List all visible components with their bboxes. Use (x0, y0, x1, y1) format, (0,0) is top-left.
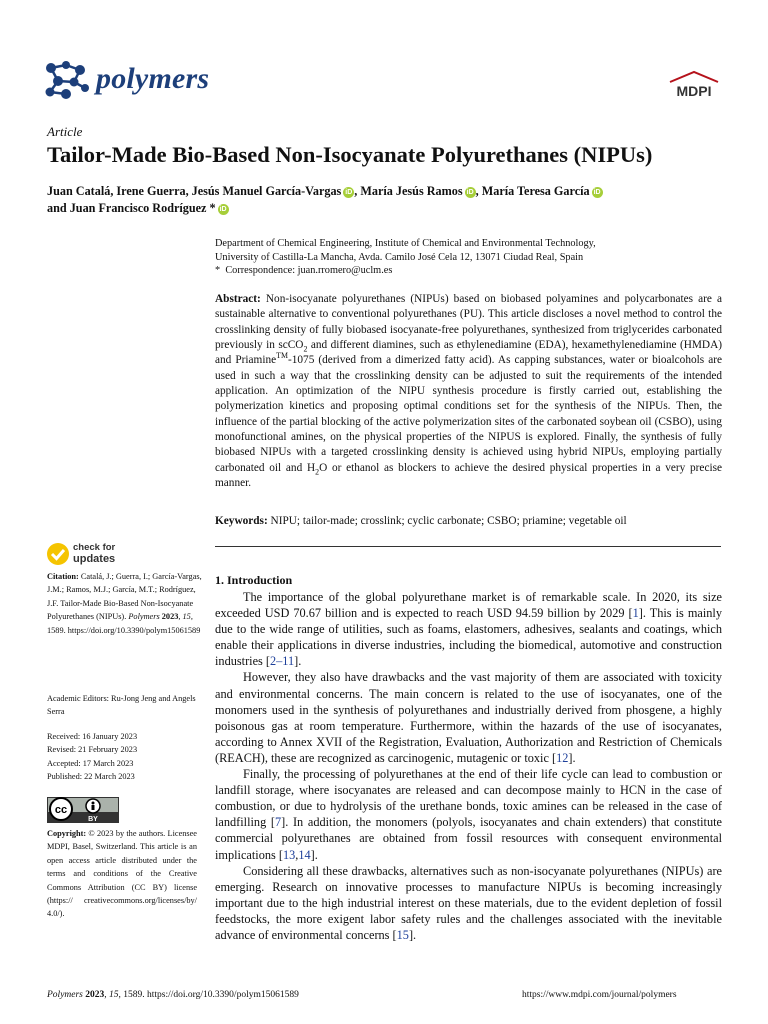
authors-line2: and Juan Francisco Rodríguez * (47, 201, 216, 215)
citation-year: 2023 (159, 612, 179, 622)
citation-text: Catalá, J.; Guerra, I.; García-Vargas, J.M.; Ramos, M.J.; García, M.T.; Rodríguez, J.F. Tailor-Made Bio-Based Non-Isocyanate Polyurethanes (NIPUs). (47, 572, 202, 622)
text: ]. In addition, the monomers (polyols, isocyanates and chain extenders) that constitute commercial polyurethanes are obtained from fossil resources with consequent environmental implications [ (215, 815, 722, 862)
abstract (215, 292, 722, 491)
correspondence[interactable]: Correspondence: juan.rromero@uclm.es (225, 265, 393, 276)
footer-year: 2023 (82, 990, 105, 1000)
abstract-label: Abstract: (215, 293, 261, 305)
orcid-icon[interactable]: iD (345, 189, 353, 196)
citation-journal: Polymers (128, 612, 160, 622)
copyright-label: Copyright: (47, 829, 87, 838)
affiliation-univ: University of Castilla-La Mancha, Avda. Camilo José Cela 12, 13071 Ciudad Real, Spain (215, 251, 584, 263)
journal-name: polymers (96, 62, 210, 95)
reference-link[interactable]: 13 (282, 847, 296, 862)
svg-text:BY: BY (88, 816, 98, 823)
affiliation (215, 237, 735, 278)
copyright (47, 827, 197, 921)
reference-link[interactable]: 14 (298, 847, 311, 862)
correspondence-mark: * (215, 265, 221, 276)
text: The importance of the global polyurethane market is of remarkable scale. In 2020, its size exceeded USD 70.67 billion and is expected to reach USD 94.59 billion by 2029 [ (215, 590, 722, 621)
citation-label: Citation: (47, 572, 79, 581)
affiliation-dept: Department of Chemical Engineering, Institute of Chemical and Environmental Technology, (215, 238, 596, 249)
polymers-logo-icon (44, 60, 90, 100)
mdpi-logo (666, 70, 722, 100)
reference-link[interactable]: 12 (556, 750, 569, 765)
author-list (47, 183, 737, 217)
orcid-icon[interactable]: iD (593, 189, 601, 196)
text: ]. (310, 847, 318, 862)
text: ]. (294, 654, 302, 669)
paper-title: Tailor-Made Bio-Based Non-Isocyanate Polyurethanes (NIPUs) (47, 142, 653, 167)
academic-editors: Academic Editors: Ru-Jong Jeng and Angels Serra (47, 694, 196, 717)
text: However, they also have drawbacks and the vast majority of them are associated with toxicity and environmental concerns. The main concern is related to the use of isocyanates, one of the monomers used in the synthesis of polyurethanes and industrially derived from phosgene, a highly poisonous gas at room temperature. Furthermore, within the hazards of the use of isocyanates, according to Annex XVII of the Registration, Evaluation, Authorization and Restriction of Chemicals (REACH), these are recognized as carcinogenic, mutagenic or toxic [ (215, 670, 722, 765)
date-received: Received: 16 January 2023 (47, 732, 138, 741)
paragraph (215, 669, 722, 766)
reference-link[interactable]: 2–11 (270, 654, 295, 669)
text: ]. This is mainly due to the wide range of utilities, such as foams, elastomers, adhesives, sealants and coatings, which enable their applications in diverse industries, including the biomedical, automotive and construction industries [ (215, 606, 722, 669)
svg-text:MDPI: MDPI (676, 83, 712, 99)
author-ramos: , María Jesús Ramos (354, 184, 463, 198)
orcid-icon[interactable]: iD (466, 189, 474, 196)
footer-journal: Polymers (47, 990, 83, 1000)
date-published: Published: 22 March 2023 (47, 772, 135, 782)
authors-line1: Juan Catalá, Irene Guerra, Jesús Manuel García-Vargas (47, 184, 342, 198)
citation (47, 570, 207, 637)
citation-sep: , (178, 612, 183, 622)
footer-citation (47, 990, 299, 1000)
keywords-text: NIPU; tailor-made; crosslink; cyclic carbonate; CSBO; priamine; vegetable oil (267, 515, 627, 527)
citation-doi[interactable]: , 1589. https://doi.org/10.3390/polym15061589 (47, 612, 201, 635)
check-updates-line2: updates (73, 552, 116, 565)
text: , (295, 847, 299, 862)
body-text (215, 589, 722, 943)
orcid-icon[interactable]: iD (219, 206, 227, 213)
dates (47, 730, 207, 784)
footer-sep: , (104, 990, 110, 1000)
author-garcia: , María Teresa García (475, 184, 590, 198)
abstract-text: O or ethanol as blockers to achieve the desired physical properties in a very precise manner. (215, 461, 723, 490)
reference-link[interactable]: 15 (396, 927, 409, 942)
abstract-text: and different diamines, such as ethylenediamine (EDA), hexamethylenediamine (HMDA) and Priamine (215, 339, 723, 367)
text: ]. (568, 750, 576, 765)
footer-journal-url[interactable]: https://www.mdpi.com/journal/polymers (522, 990, 677, 1000)
subscript: 2 (315, 467, 320, 477)
copyright-text: © 2023 by the authors. Licensee MDPI, Basel, Switzerland. This article is an open access article distributed under the terms and conditions of the Creative Commons Attribution (CC BY) license (https:// creativecommons.org/licenses/by/ 4.0/). (47, 829, 197, 919)
keywords (215, 514, 722, 529)
reference-link[interactable]: 7 (274, 815, 282, 830)
paragraph (215, 766, 722, 863)
svg-text:cc: cc (54, 804, 68, 816)
cc-by-license-icon[interactable] (47, 797, 119, 823)
footer-volume: 15 (109, 990, 119, 1000)
keywords-label: Keywords: (215, 515, 268, 527)
paragraph (215, 863, 722, 943)
text: Finally, the processing of polyurethanes at the end of their life cycle can lead to combustion or landfill storage, where isocyanates are released and can decompose mainly to HCN in the case of combustion, or due to hydrolysis of the urethane bonds, toxic amines can be released in the case of landfilling [ (215, 767, 722, 830)
superscript: TM (276, 351, 288, 361)
subscript: 2 (303, 344, 308, 354)
text: Considering all these drawbacks, alternatives such as non-isocyanate polyurethanes (NIPUs) are emerging. Research on innovative processes to manufacture NIPUs is becoming increasingly important due to the high industrial interest on these materials, due to the evident depletion of fossil feedstocks, the more exigent labor safety rules and the challenges associated with the inevitable advance of environmental concerns [ (215, 863, 722, 942)
reference-link[interactable]: 1 (632, 606, 639, 621)
section-heading: 1. Introduction (215, 573, 293, 587)
abstract-text: Non-isocyanate polyurethanes (NIPUs) based on biobased polyamines and polycarbonates are a sustainable alternative to conventional polyurethanes (PU). This article discloses a novel method to control the crosslinking density of fully biobased isocyanate-free polyurethanes, synthesized from triglycerides carbonated previously in scCO (215, 293, 722, 352)
check-for-updates[interactable] (46, 542, 166, 568)
article-type: Article (47, 124, 83, 139)
citation-volume: 15 (182, 612, 191, 622)
text: ]. (408, 927, 417, 942)
paragraph (215, 589, 722, 669)
divider (215, 546, 721, 547)
date-accepted: Accepted: 17 March 2023 (47, 758, 134, 768)
footer-doi[interactable]: , 1589. https://doi.org/10.3390/polym15061589 (118, 990, 299, 1000)
check-updates-icon (46, 542, 70, 566)
check-updates-line1: check for (73, 542, 116, 553)
date-revised: Revised: 21 February 2023 (47, 745, 138, 755)
abstract-text: -1075 (derived from a dimerized fatty acid). As capping substances, water or bioalcohols are used in such a way that the crosslinking density can be adjusted to suit the requirements of the intended application. An optimization of the NIPU synthesis procedure is firstly carried out, establishing the polymerization kinetics and proposing optimal conditions set for the synthesis of the NIPUs. Then, the influence of the partial blocking of the active polymerization sites of the carbonated soybean oil (CSBO), using monofunctional amines, on the physical properties of the NIPUS is explored. Finally, the synthesis of fully biobased NIPUs with a targeted crosslinking density is achieved using hybrid NIPUs, employing partially carbonated oil and H (215, 354, 722, 474)
